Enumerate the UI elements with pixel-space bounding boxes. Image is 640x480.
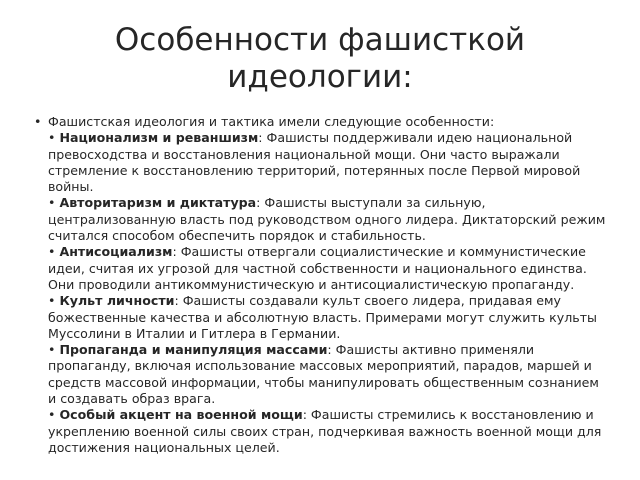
item-term: Особый акцент на военной мощи bbox=[59, 407, 303, 423]
item-term: Национализм и реваншизм bbox=[59, 130, 259, 146]
item-term: Авторитаризм и диктатура bbox=[59, 195, 257, 211]
intro-text: Фашистская идеология и тактика имели следующие особенности: bbox=[48, 114, 495, 129]
item-text: : Фашисты создавали культ своего лидера, придавая ему божественные качества и абсолютную власть. Примерами могут служить культы Муссолини в Италии и Гитлера в Германии. bbox=[48, 293, 597, 341]
bullet-icon: • bbox=[48, 244, 56, 260]
list-item bbox=[48, 407, 606, 456]
list-item bbox=[48, 342, 606, 407]
list-item bbox=[48, 244, 606, 293]
item-text: : Фашисты выступали за сильную, централизованную власть под руководством одного лидера. Диктаторский режим считался способом обеспечить порядок и стабильность. bbox=[48, 195, 606, 244]
item-text: : Фашисты стремились к восстановлению и укреплению военной силы своих стран, подчеркивая важность военной мощи для достижения национальных целей. bbox=[48, 407, 602, 455]
list-item bbox=[48, 130, 606, 195]
bullet-icon: • bbox=[48, 407, 56, 423]
intro-paragraph bbox=[34, 114, 606, 130]
bullet-icon: • bbox=[48, 293, 56, 309]
bullet-icon: • bbox=[34, 114, 42, 129]
list-item bbox=[48, 195, 606, 244]
bullet-icon: • bbox=[48, 130, 56, 146]
slide-title: Особенности фашисткой идеологии: bbox=[114, 22, 526, 95]
item-text: : Фашисты поддерживали идею национальной превосходства и восстановления национальной мощи. Они часто выражали стремление к восстановлению территорий, потерянных после Первой мировой войны. bbox=[48, 130, 581, 195]
bullet-icon: • bbox=[48, 195, 56, 211]
item-term: Пропаганда и манипуляция массами bbox=[59, 342, 328, 358]
item-term: Антисоциализм bbox=[59, 244, 173, 260]
slide-body bbox=[34, 114, 606, 456]
item-text: : Фашисты отвергали социалистические и коммунистические идеи, считая их угрозой для частной собственности и национального единства. Они проводили антикоммунистическую и антисоциалистическую пропаганду. bbox=[48, 244, 587, 292]
feature-list bbox=[34, 130, 606, 456]
item-term: Культ личности bbox=[59, 293, 175, 309]
bullet-icon: • bbox=[48, 342, 56, 358]
item-text: : Фашисты активно применяли пропаганду, включая использование массовых мероприятий, парадов, маршей и средств массовой информации, чтобы манипулировать общественным сознанием и создавать образ врага. bbox=[48, 342, 599, 407]
list-item bbox=[48, 293, 606, 342]
